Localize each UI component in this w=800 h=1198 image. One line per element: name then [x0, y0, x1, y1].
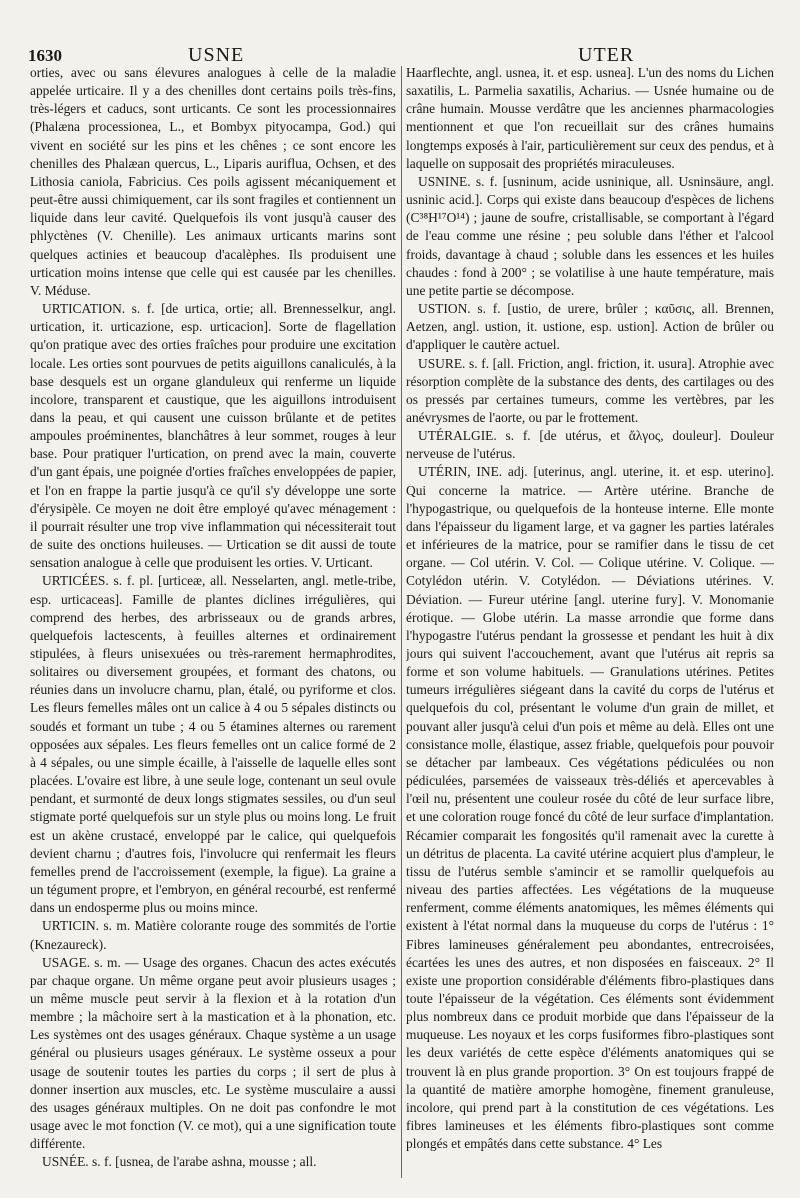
left-running-head: USNE	[188, 44, 245, 66]
entry-urticees: URTICÉES. s. f. pl. [urticeæ, all. Nesselarten, angl. metle-tribe, esp. urticaceas]. Famille de plantes diclines irrégulières, qui comprend des herbes, des arbrisseaux ou de grands arbres, quelquefois lactescents, à feuilles alternes et ordinairement stipulées, à fleurs unisexuées ou très-rarement hermaphrodites, solitaires ou diversement groupées, et formant des chatons, ou réunies dans un involucre charnu, plan, étalé, ou pyriforme et clos. Les fleurs femelles mâles ont un calice à 4 ou 5 sépales distincts ou soudés et formant un tube ; 4 ou 5 étamines alternes ou rarement opposées aux sépales. Les fleurs femelles ont un calice formé de 2 à 4 sépales, ou une simple écaille, à l'aisselle de laquelle elles sont placées. L'ovaire est libre, à une seule loge, contenant un seul ovule pendant, et surmonté de deux longs stigmates sessiles, ou d'un seul stigmate porté quelquefois sur un style plus ou moins long. Le fruit est un akène crustacé, enveloppé par le calice, qui quelquefois devient charnu ; d'autres fois, l'involucre qui renfermait les fleurs femelles prend de l'accroissement (exemple, la figue). La graine a un tégument propre, et l'embryon, en général recourbé, est renfermé dans un endosperme plus ou moins mince.	[30, 573, 396, 916]
entry-urtication: URTICATION. s. f. [de urtica, ortie; all. Brennesselkur, angl. urtication, it. urticazione, esp. urticacion]. Sorte de flagellation qu'on pratique avec des orties fraîches pour produire une excitation locale. Les orties sont pourvues de petits aiguillons canaliculés, à la base desquels est un organe glanduleux qui renferme un liquide incolore, transparent et caustique, que les aiguillons introduisent dans la peau, et qui causent une cuisson brûlante et de petites ampoules proéminentes, blanchâtres à leur sommet, rouges à leur base. Pour pratiquer l'urtication, on prend avec la main, couverte d'un gant épais, une poignée d'orties fraîches enveloppées de papier, et l'on en frappe la partie jusqu'à ce qu'il s'y développe une sorte d'érysipèle. Ce moyen ne doit être employé qu'avec ménagement : il pourrait résulter une trop vive inflammation qui nécessiterait tout de suite des onctions huileuses. — Urtication se dit aussi de toute sensation analogue à celle que produisent les orties. V. Urticant.	[30, 301, 396, 571]
entry-uteralgie: UTÉRALGIE. s. f. [de utérus, et ἄλγος, douleur]. Douleur nerveuse de l'utérus.	[406, 428, 774, 462]
entry-usnee-continuation: Haarflechte, angl. usnea, it. et esp. usnea]. L'un des noms du Lichen saxatilis, L. Parmelia saxatilis, Acharius. — Usnée humaine ou de crâne humain. Mousse verdâtre que les anciennes pharmacologies mentionnent et que l'on recueillait sur des crânes humains longtemps exposés à l'air, particulièrement sur ceux des pendus, et à laquelle on supposait des propriétés miraculeuses.	[406, 65, 774, 171]
entry-usage: USAGE. s. m. — Usage des organes. Chacun des actes exécutés par chaque organe. Un même organe peut avoir plusieurs usages ; un même muscle peut servir à la flexion et à la rotation d'un membre ; la mâchoire sert à la mastication et à la phonation, etc. Les systèmes ont des usages généraux. Chaque système a un usage général ou plusieurs usages généraux. Le système osseux a pour usage de soutenir toutes les parties du corps ; il sert de plus à donner insertion aux muscles, etc. Le système musculaire a aussi des usages généraux multiples. On ne doit pas confondre le mot usage avec le mot fonction (V. ce mot), qui a une signification toute différente.	[30, 954, 396, 1152]
right-column	[406, 64, 774, 1184]
left-column	[30, 64, 396, 1184]
page-number: 1630	[28, 46, 62, 65]
entry-continuation: orties, avec ou sans élevures analogues à celle de la maladie appelée urticaire. Il y a des chenilles dont certains poils très-fins, très-légers et caducs, sont urticants. Ce sont les processionnaires (Phalæna processionea, L., et Bombyx pityocampa, God.) qui vivent en société sur les pins et les chênes ; ce sont encore les chenilles des Phalæan quercus, L., Liparis auriflua, Ochsen, et des Lithosia caniola, Fabricius. Ces poils agissent mécaniquement et peut-être aussi chimiquement, car ils sont fragiles et contiennent un liquide dans leur cavité. Quelquefois ils vont jusqu'à causer des phlyctènes (V. Chenille). Les animaux urticants marins sont quelques actinies et beaucoup d'acalèphes. Ils produisent une urtication moins intense que celle qui est causée par les chenilles. V. Méduse.	[30, 65, 396, 298]
column-divider	[401, 66, 402, 1178]
entry-usnee: USNÉE. s. f. [usnea, de l'arabe ashna, mousse ; all.	[42, 1154, 317, 1170]
entry-ustion: USTION. s. f. [ustio, de urere, brûler ; καῦσις, all. Brennen, Aetzen, angl. ustion, it. ustione, esp. ustion]. Action de brûler ou d'appliquer le cautère actuel.	[406, 301, 774, 353]
entry-urticin: URTICIN. s. m. Matière colorante rouge des sommités de l'ortie (Knezaureck).	[30, 918, 396, 952]
entry-usnine: USNINE. s. f. [usninum, acide usninique, all. Usninsäure, angl. usninic acid.]. Corps qui existe dans beaucoup d'espèces de lichens (C³⁸H¹⁷O¹⁴) ; jaune de soufre, cristallisable, se comportant à l'égard de l'eau comme une résine ; peu soluble dans l'éther et l'alcool froids, davantage à chaud ; soluble dans les essences et les huiles chaudes : fond à 200° ; se volatilise à une haute température, mais une petite partie se décompose.	[406, 173, 774, 298]
right-running-head: UTER	[578, 44, 635, 66]
entry-uterin: UTÉRIN, INE. adj. [uterinus, angl. uterine, it. et esp. uterino]. Qui concerne la matrice. — Artère utérine. Branche de l'hypogastrique, ou quelquefois de la honteuse interne. Elle monte dans l'épaisseur du ligament large, et va gagner les parties latérales et inférieures de la matrice, pour se ramifier dans le tissu de cet organe. — Col utérin. V. Col. — Colique utérine. V. Colique. — Cotylédon utérin. V. Cotylédon. — Déviations utérines. V. Déviation. — Fureur utérine [angl. uterine fury]. V. Monomanie érotique. — Globe utérin. La masse arrondie que forme dans l'hypogastre l'utérus pendant la grossesse et pendant les huit à dix jours qui suivent l'accouchement, avant que l'utérus ait repris sa forme et son volume habituels. — Granulations utérines. Petites tumeurs irrégulières siégeant dans la cavité du corps de l'utérus et quelquefois du col, présentant le volume d'un grain de millet, et pouvant aller jusqu'à celui d'un pois et même au delà. Elles ont une consistance molle, élastique, assez friable, quelquefois pour pouvoir se détacher par lambeaux. Ces végétations pédiculées ou non pédiculées, parsemées de vaisseaux très-déliés et apercevables à l'œil nu, présentent une couleur rosée du côté de leur surface libre, et une coloration rouge foncé du côté de leur surface d'implantation. Récamier comparait les fongosités qu'il ramenait avec la curette à un détritus de placenta. La cavité utérine acquiert plus d'ampleur, le tissu de l'utérus semble s'amincir et se ramollir quelquefois au niveau des parties affectées. Les végétations de la muqueuse renferment, comme éléments anatomiques, les mêmes éléments qui existent à l'état normal dans la muqueuse du corps de l'utérus : 1° Fibres lamineuses généralement peu abondantes, entrecroisées, écartées les unes des autres, et non disposées en faisceaux. 2° Il existe une proportion considérable d'éléments fibro-plastiques dans toute l'épaisseur de la végétation. Ces éléments sont évidemment plus nombreux dans ce produit morbide que dans l'épaisseur de la muqueuse. Les noyaux et les corps fusiformes fibro-plastiques sont les deux variétés de cette espèce d'éléments anatomiques qui se trouvent là en plus grande proportion. 3° On est toujours frappé de la quantité de matière amorphe homogène, finement granuleuse, incolore, qui prend part à la constitution de ces végétations. Les fibres lamineuses et les éléments fibro-plastiques sont comme plongés et empâtés dans cette substance. 4° Les	[406, 464, 774, 1152]
entry-usure: USURE. s. f. [all. Friction, angl. friction, it. usura]. Atrophie avec résorption complète de la substance des dents, des cartilages ou des os pressés par certaines tumeurs, comme les vertèbres, par les anévrysmes de l'aorte, ou par le frottement.	[406, 355, 774, 425]
